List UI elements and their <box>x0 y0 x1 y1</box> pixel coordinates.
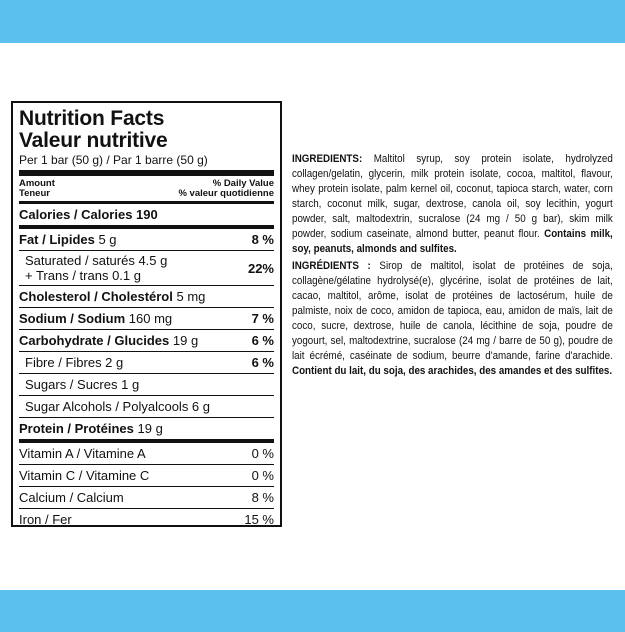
sugars-row <box>19 374 274 396</box>
trans-text: + Trans / trans 0.1 g <box>25 268 141 283</box>
fat-percent: 8 % <box>251 232 274 247</box>
sugar-alcohols-text: Sugar Alcohols / Polyalcools 6 g <box>25 399 210 414</box>
vitamin-a-percent: 0 % <box>251 446 274 461</box>
serving-size: Per 1 bar (50 g) / Par 1 barre (50 g) <box>19 153 274 176</box>
vitamin-a-text: Vitamin A / Vitamine A <box>19 446 146 461</box>
ingredients-en-heading: INGREDIENTS: <box>292 153 363 165</box>
ingredients-fr-list: Sirop de maltitol, isolat de protéines de soja, collagène/gélatine hydrolysé(e), glycérine, isolat de protéines de lait, cacao, maltitol, arôme, isolat de protéines de lactosérum, huile de palmiste, noix de coco, amidon de tapioca, eau, amidon de maïs, lait de coco, sucre, dextrose, huile de canola, lécithine de soja, poudre de yogourt, sel, maltodextrine, sucralose (24 mg / barre de 50 g), poudre de lait écrémé, caséinate de sodium, beurre d'amande, farine d'arachide. <box>292 260 613 362</box>
daily-value-label-fr: % valeur quotidienne <box>178 188 274 199</box>
iron-row <box>19 509 274 530</box>
column-header <box>19 176 274 204</box>
sodium-label: Sodium / Sodium <box>19 311 126 326</box>
fat-amount: 5 g <box>98 232 117 247</box>
top-color-band <box>0 0 625 43</box>
saturated-text: Saturated / saturés 4.5 g <box>25 253 168 268</box>
fat-row <box>19 229 274 251</box>
cholesterol-label: Cholesterol / Cholestérol <box>19 289 173 304</box>
cholesterol-amount: 5 mg <box>176 289 206 304</box>
ingredients-fr-allergens: Contient du lait, du soja, des arachides, des amandes et des sulfites. <box>292 365 613 377</box>
calcium-row <box>19 487 274 509</box>
protein-amount: 19 g <box>137 421 163 436</box>
nutrition-title-fr: Valeur nutritive <box>19 129 168 152</box>
iron-text: Iron / Fer <box>19 512 72 527</box>
carbohydrate-percent: 6 % <box>251 333 274 348</box>
nutrition-title-en: Nutrition Facts <box>19 107 165 130</box>
vitamin-c-percent: 0 % <box>251 468 274 483</box>
cholesterol-row <box>19 286 274 308</box>
saturated-trans-row <box>19 251 274 286</box>
sodium-row <box>19 308 274 330</box>
protein-label: Protein / Protéines <box>19 421 134 436</box>
sodium-amount: 160 mg <box>128 311 173 326</box>
ingredients-fr <box>292 259 613 379</box>
vitamin-a-row <box>19 443 274 465</box>
protein-row <box>19 418 274 443</box>
calcium-text: Calcium / Calcium <box>19 490 124 505</box>
ingredients-en <box>292 152 613 257</box>
ingredients-en-list: Maltitol syrup, soy protein isolate, hydrolyzed collagen/gelatin, glycerin, milk protein isolate, cocoa, maltitol, flavour, whey protein isolate, palm kernel oil, coconut, tapioca starch, water, corn starch, coconut milk, sugar, dextrose, canola oil, soy lecithin, yogurt powder, salt, maltodextrin, sucralose (24 mg / 50 g bar), skim milk powder, sodium caseinate, almond butter, peanut flour. <box>292 153 613 240</box>
calories-text: Calories / Calories 190 <box>19 207 158 222</box>
vitamin-c-text: Vitamin C / Vitamine C <box>19 468 150 483</box>
fat-label: Fat / Lipides <box>19 232 95 247</box>
amount-label-fr: Teneur <box>19 188 50 199</box>
fibre-percent: 6 % <box>251 355 274 370</box>
iron-percent: 15 % <box>244 512 274 527</box>
carbohydrate-row <box>19 330 274 352</box>
ingredients-en-allergens: Contains milk, soy, peanuts, almonds and sulfites. <box>292 228 613 255</box>
bottom-color-band <box>0 590 625 632</box>
calories-row <box>19 204 274 229</box>
carbohydrate-label: Carbohydrate / Glucides <box>19 333 170 348</box>
fibre-row <box>19 352 274 374</box>
vitamin-c-row <box>19 465 274 487</box>
daily-value-label-en: % Daily Value <box>212 178 274 189</box>
calcium-percent: 8 % <box>251 490 274 505</box>
carbohydrate-amount: 19 g <box>172 333 199 348</box>
saturated-percent: 22% <box>247 260 274 276</box>
ingredients-fr-heading: INGRÉDIENTS : <box>292 260 371 272</box>
fibre-text: Fibre / Fibres 2 g <box>25 355 124 370</box>
sugar-alcohols-row <box>19 396 274 418</box>
sugars-text: Sugars / Sucres 1 g <box>25 377 140 392</box>
nutrition-facts-table <box>11 101 282 527</box>
sodium-percent: 7 % <box>251 311 274 326</box>
ingredients-block <box>292 152 613 381</box>
amount-label-en: Amount <box>19 178 55 189</box>
